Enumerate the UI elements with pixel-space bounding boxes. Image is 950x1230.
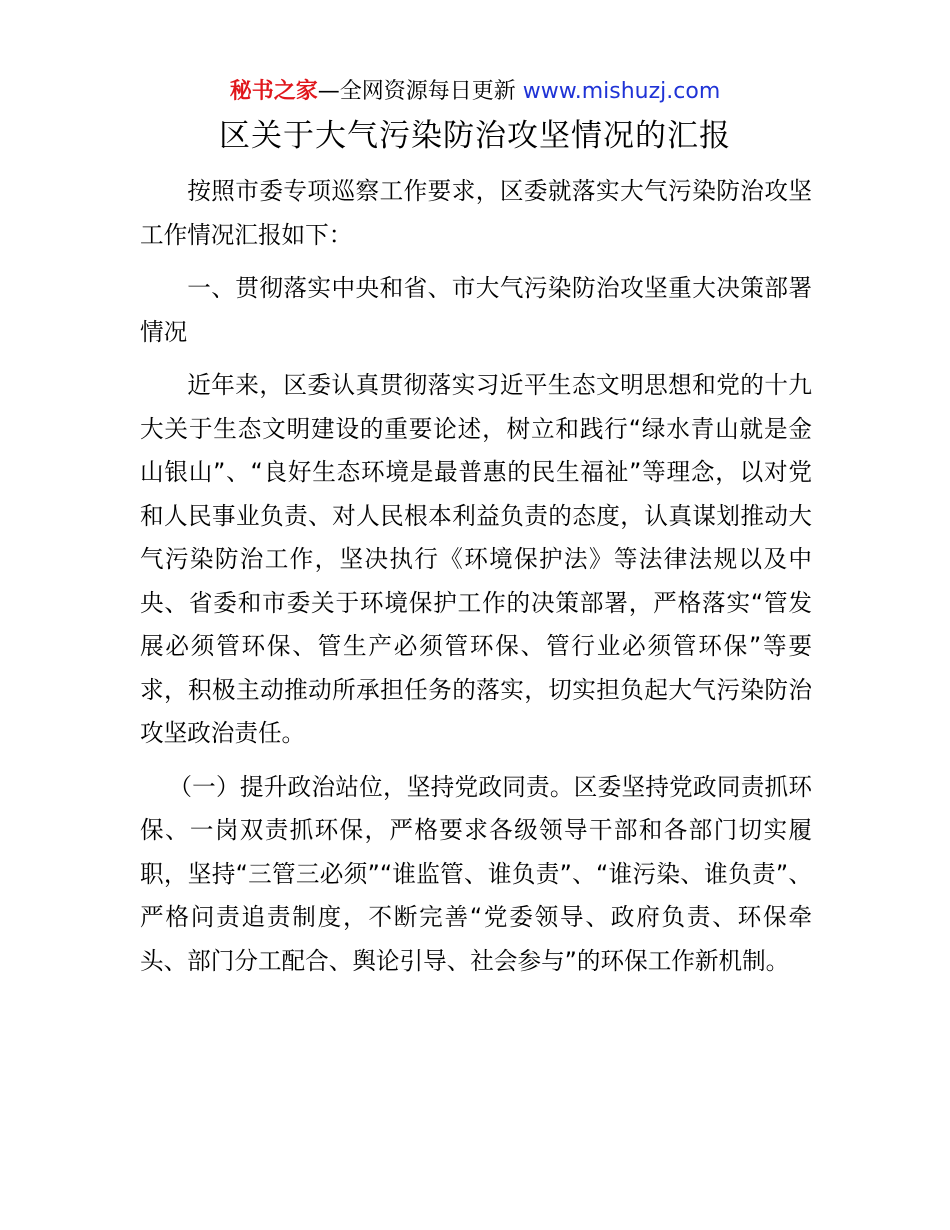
site-url-link[interactable]: www.mishuzj.com [522, 79, 721, 104]
body-paragraph: 近年来，区委认真贯彻落实习近平生态文明思想和党的十九大关于生态文明建设的重要论述，树立和践行“绿水青山就是金山银山”、“良好生态环境是最普惠的民生福祉”等理念，以对党和人民事业负责、对人民根本利益负责的态度，认真谋划推动大气污染防治工作，坚决执行《环境保护法》等法律法规以及中央、省委和市委关于环境保护工作的决策部署，严格落实“管发展必须管环保、管生产必须管环保、管行业必须管环保”等要求，积极主动推动所承担任务的落实，切实担负起大气污染防治攻坚政治责任。 [140, 371, 812, 747]
document-title: 区关于大气污染防治攻坚情况的汇报 [219, 118, 731, 154]
brand-name: 秘书之家 [229, 79, 318, 104]
site-header [0, 76, 950, 108]
subsection-paragraph: （一）提升政治站位，坚持党政同责。区委坚持党政同责抓环保、一岗双责抓环保，严格要求各级领导干部和各部门切实履职，坚持“三管三必须”“谁监管、谁负责”、“谁污染、谁负责”、严格问责追责制度，不断完善“党委领导、政府负责、环保牵头、部门分工配合、舆论引导、社会参与”的环保工作新机制。 [140, 772, 812, 975]
section-heading: 一、贯彻落实中央和省、市大气污染防治攻坚重大决策部署情况 [140, 274, 812, 346]
document-body [140, 170, 812, 993]
header-slogan: —全网资源每日更新 [317, 79, 523, 104]
intro-paragraph: 按照市委专项巡察工作要求，区委就落实大气污染防治攻坚工作情况汇报如下： [140, 177, 812, 249]
